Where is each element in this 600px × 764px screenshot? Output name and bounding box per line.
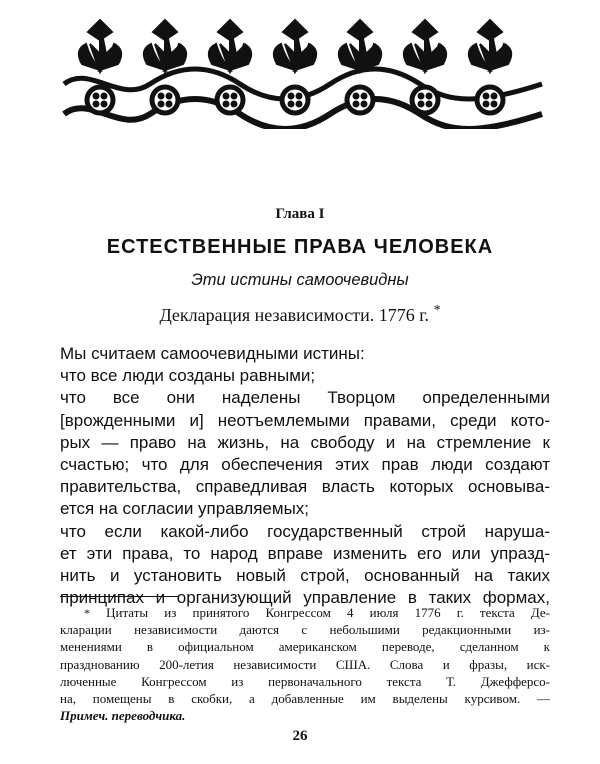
text-line: нить и установить новый строй, основанный на таких xyxy=(60,565,550,585)
footnote-line: люченные Конгрессом из первоначального текста Т. Джефферсо- xyxy=(60,673,550,689)
chapter-label: Глава I xyxy=(275,206,325,222)
footnote-mark: * xyxy=(84,606,90,620)
footnote-line: на, помещены в скобки, а добавленные им выделены курсивом. — xyxy=(60,690,550,706)
footnote-divider xyxy=(60,596,178,597)
epigraph-source xyxy=(0,305,600,326)
footnote-reference-mark: * xyxy=(433,303,441,318)
main-text xyxy=(60,343,550,609)
footnote-line: празднованию 200-летия независимости США. Слова и фразы, иск- xyxy=(60,656,550,672)
chapter-title: ЕСТЕСТВЕННЫЕ ПРАВА ЧЕЛОВЕКА xyxy=(106,236,494,258)
text-line: ет эти права, то народ вправе изменить его или упразд- xyxy=(60,543,550,563)
epigraph: Эти истины самоочевидны xyxy=(191,271,409,289)
text-line: рых — право на жизнь, на свободу и на стремление к xyxy=(60,432,550,452)
text-line: ется на согласии управляемых; xyxy=(60,499,310,519)
text-line: принципах и организующий управление в таких формах, xyxy=(60,588,550,608)
footnote-line: кларации независимости даются с небольшими редакционными из- xyxy=(60,622,550,638)
footnote-line xyxy=(60,604,550,621)
text-line: что все они наделены Творцом определенными xyxy=(60,388,550,408)
footnote-attribution-line xyxy=(60,707,550,724)
footnote-line: менениями в официальном американском переводе, сделанном к xyxy=(60,639,550,655)
text-line: Мы считаем самоочевидными истины: xyxy=(60,344,365,363)
text-line: что все люди созданы равными; xyxy=(60,366,316,386)
text-line: правительства, справедливая власть которых основыва- xyxy=(60,477,550,497)
text-line: что если какой-либо государственный строй наруша- xyxy=(60,521,550,541)
footnote-attribution: Примеч. переводчика. xyxy=(60,708,186,724)
footnote xyxy=(60,604,550,724)
source-text: Декларация независимости. 1776 г. xyxy=(159,305,430,325)
page-number: 26 xyxy=(292,728,308,744)
footnote-line-text: Цитаты из принятого Конгрессом 4 июля 1776 г. текста Де- xyxy=(106,605,550,620)
decorative-header-ornament xyxy=(60,14,546,129)
text-line: [врожденными и] неотъемлемыми правами, среди кото- xyxy=(60,410,550,430)
text-line: счастью; что для обеспечения этих прав люди создают xyxy=(60,454,550,474)
